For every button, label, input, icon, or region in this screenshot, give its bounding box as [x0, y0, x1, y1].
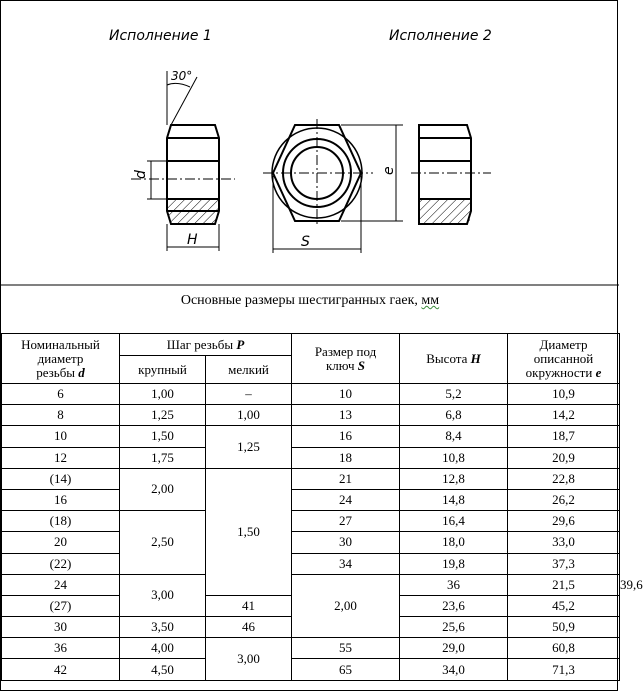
cell-s: 21: [292, 468, 400, 489]
header-key-size: Размер под ключ S: [292, 334, 400, 384]
cell-h: 5,2: [400, 384, 508, 405]
cell-s: 13: [292, 405, 400, 426]
cell-s: 16: [292, 426, 400, 447]
cell-e: 45,2: [508, 595, 620, 616]
cell-s: 24: [292, 489, 400, 510]
cell-fine: 1,00: [206, 405, 292, 426]
cell-e: 33,0: [508, 532, 620, 553]
cell-d: (14): [2, 468, 120, 489]
caption-text: Основные размеры шестигранных гаек,: [180, 293, 418, 308]
header-coarse: крупный: [120, 356, 206, 384]
cell-fine: 1,25: [206, 426, 292, 468]
table-row: [2, 553, 620, 574]
cell-d: 6: [2, 384, 120, 405]
cell-s: 18: [292, 447, 400, 468]
table-row: [2, 511, 620, 532]
table-row: [2, 638, 620, 659]
cell-s: 41: [206, 595, 292, 616]
cell-coarse: 3,00: [120, 574, 206, 616]
cell-e: 37,3: [508, 553, 620, 574]
cell-coarse: 4,50: [120, 659, 206, 680]
cell-h: 34,0: [400, 659, 508, 680]
nut-dimensions-table: [1, 333, 643, 681]
table-row: [2, 532, 620, 553]
cell-coarse: 2,00: [120, 468, 206, 510]
cell-e: 50,9: [508, 617, 620, 638]
cell-e: 60,8: [508, 638, 620, 659]
cell-coarse: 1,50: [120, 426, 206, 447]
cell-h: 8,4: [400, 426, 508, 447]
table-row: [2, 426, 620, 447]
cell-s: 36: [400, 574, 508, 595]
table-row: [2, 659, 620, 680]
cell-fine: 1,50: [206, 468, 292, 595]
cell-s: 10: [292, 384, 400, 405]
cell-fine: –: [206, 384, 292, 405]
variant1-label: Исполнение 1: [109, 28, 212, 44]
angle-label: 30°: [171, 69, 193, 83]
dimension-d: [147, 161, 167, 199]
cell-s: 65: [292, 659, 400, 680]
dim-h-label: H: [187, 232, 198, 248]
cell-d: 42: [2, 659, 120, 680]
cell-d: 36: [2, 638, 120, 659]
header-fine: мелкий: [206, 356, 292, 384]
cell-d: 30: [2, 617, 120, 638]
variant2-side-view: [419, 125, 471, 224]
cell-s: 46: [206, 617, 292, 638]
hex-nut-drawing: [1, 1, 619, 286]
cell-fine: 2,00: [292, 574, 400, 638]
cell-s: 27: [292, 511, 400, 532]
cell-coarse: 1,00: [120, 384, 206, 405]
cell-h: 23,6: [400, 595, 508, 616]
cell-e: 29,6: [508, 511, 620, 532]
header-nominal-diameter: Номинальный диаметр резьбы d: [2, 334, 120, 384]
caption-unit: мм: [421, 293, 440, 308]
cell-e: 14,2: [508, 405, 620, 426]
cell-d: 24: [2, 574, 120, 595]
cell-coarse: 1,75: [120, 447, 206, 468]
cell-d: 8: [2, 405, 120, 426]
cell-h: 6,8: [400, 405, 508, 426]
cell-d: 20: [2, 532, 120, 553]
cell-h: 19,8: [400, 553, 508, 574]
dim-d-label: d: [133, 170, 149, 179]
cell-h: 12,8: [400, 468, 508, 489]
cell-e: 10,9: [508, 384, 620, 405]
cell-d: 10: [2, 426, 120, 447]
cell-coarse: 2,50: [120, 511, 206, 575]
cell-coarse: 1,25: [120, 405, 206, 426]
cell-h: 25,6: [400, 617, 508, 638]
table-caption: [1, 293, 619, 309]
table-row: [2, 468, 620, 489]
header-height: Высота H: [400, 334, 508, 384]
cell-fine: 3,00: [206, 638, 292, 680]
cell-d: (22): [2, 553, 120, 574]
cell-h: 21,5: [508, 574, 620, 595]
table-row: [2, 405, 620, 426]
table-row: [2, 447, 620, 468]
cell-coarse: 4,00: [120, 638, 206, 659]
dim-s-label: S: [301, 234, 310, 250]
cell-d: (18): [2, 511, 120, 532]
header-circumscribed-diameter: Диаметр описанной окружности e: [508, 334, 620, 384]
cell-h: 18,0: [400, 532, 508, 553]
cell-d: 16: [2, 489, 120, 510]
cell-h: 29,0: [400, 638, 508, 659]
cell-h: 16,4: [400, 511, 508, 532]
variant1-side-view: [167, 125, 219, 224]
table-row: 24 3,00 2,00 36 21,5 39,6: [2, 574, 620, 595]
table-row: [2, 384, 620, 405]
cell-s: 30: [292, 532, 400, 553]
cell-e: 71,3: [508, 659, 620, 680]
cell-d: (27): [2, 595, 120, 616]
cell-d: 12: [2, 447, 120, 468]
cell-h: 10,8: [400, 447, 508, 468]
header-thread-pitch: Шаг резьбы P: [120, 334, 292, 356]
table-row: [2, 489, 620, 510]
dim-e-label: e: [381, 166, 397, 175]
cell-s: 34: [292, 553, 400, 574]
cell-coarse: 3,50: [120, 617, 206, 638]
cell-e: 22,8: [508, 468, 620, 489]
cell-e: 20,9: [508, 447, 620, 468]
cell-s: 55: [292, 638, 400, 659]
cell-e: 26,2: [508, 489, 620, 510]
cell-e: 18,7: [508, 426, 620, 447]
variant2-label: Исполнение 2: [389, 28, 492, 44]
cell-h: 14,8: [400, 489, 508, 510]
